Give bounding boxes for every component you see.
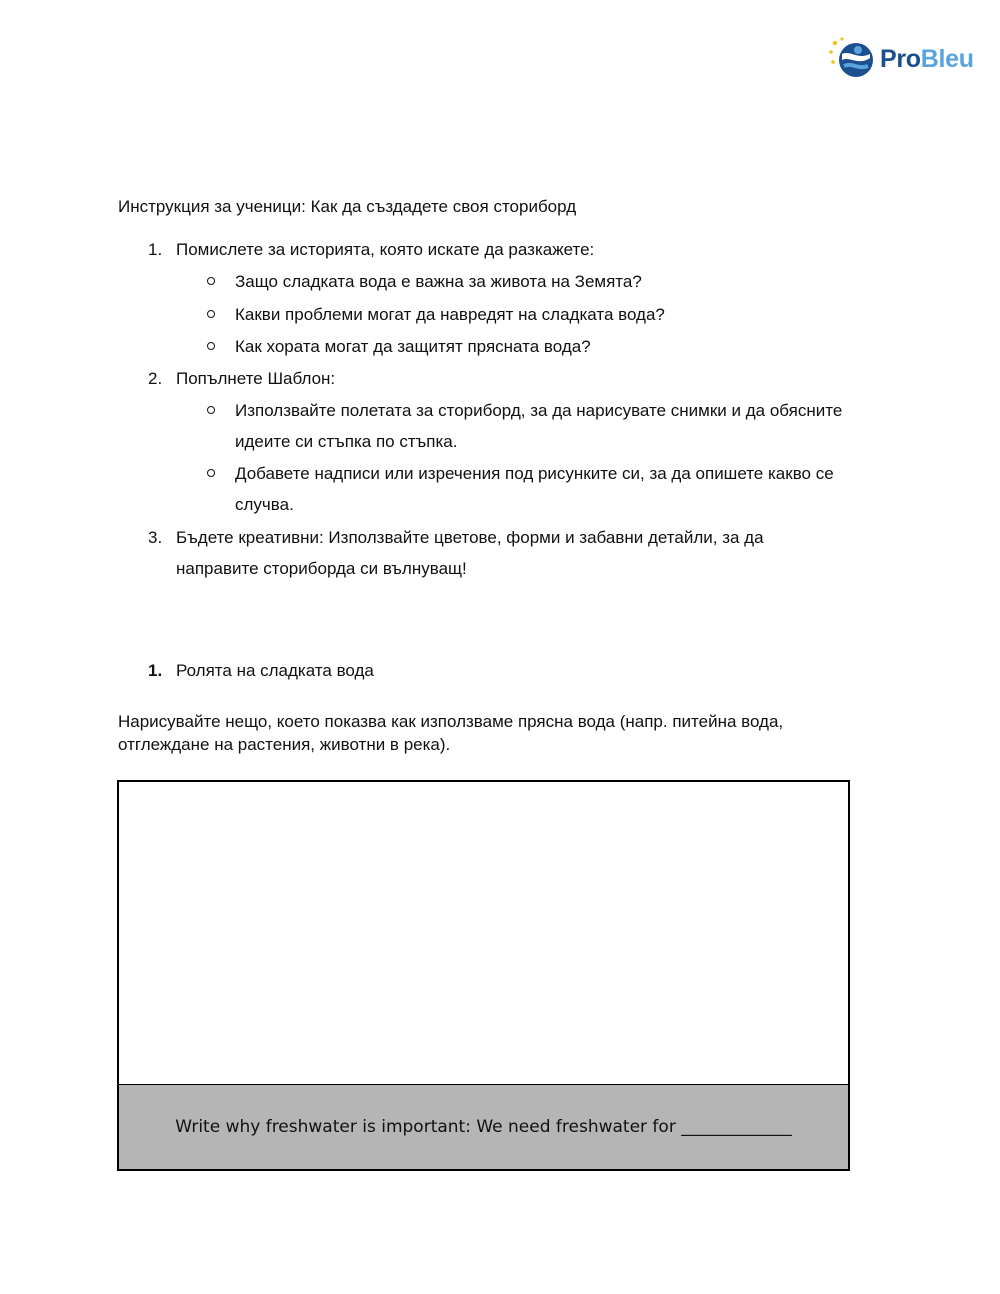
section-number: 1.: [148, 661, 163, 680]
logo-text-pro: Pro: [880, 44, 921, 73]
step-1-number: 1.: [148, 240, 163, 259]
storyboard-caption-bar: [119, 1084, 848, 1169]
bullet-circle-icon: [207, 277, 215, 285]
step-3-line-1: Бъдете креативни: Използвайте цветове, форми и забавни детайли, за да: [176, 528, 764, 547]
logo-star-icon: [840, 37, 843, 40]
step-2-text: Попълнете Шаблон:: [176, 369, 336, 388]
step-2-bullet-1-line-1: Използвайте полетата за сториборд, за да нарисувате снимки и да обясните: [235, 401, 843, 420]
bullet-circle-icon: [207, 469, 215, 477]
step-3-number: 3.: [148, 528, 163, 547]
logo-star-icon: [831, 60, 835, 64]
step-2-bullet-2-line-1: Добавете надписи или изречения под рисунките си, за да опишете какво се: [235, 464, 834, 483]
bullet-circle-icon: [207, 406, 215, 414]
probleu-logo-icon: [828, 36, 876, 82]
step-2-number: 2.: [148, 369, 163, 388]
step-1-text: Помислете за историята, която искате да разкажете:: [176, 240, 595, 259]
document-heading: Инструкция за ученици: Как да създадете своя сториборд: [118, 197, 577, 216]
logo-text-bleu: Bleu: [920, 44, 974, 73]
logo-star-icon: [833, 41, 837, 45]
step-3-line-2: направите сториборда си вълнуващ!: [176, 559, 467, 578]
step-1-bullet-1: Защо сладката вода е важна за живота на Земята?: [235, 272, 642, 291]
bullet-circle-icon: [207, 310, 215, 318]
storyboard-drawing-area[interactable]: [117, 780, 850, 1171]
section-instruction: Нарисувайте нещо, което показва как използваме прясна вода (напр. питейна вода, отглеждане на растения, животни в река).: [118, 712, 784, 754]
section-title: Ролята на сладката вода: [176, 661, 374, 680]
bullet-circle-icon: [207, 342, 215, 350]
logo-star-icon: [829, 50, 833, 54]
probleu-logo: [828, 36, 974, 82]
step-1-bullet-3: Как хората могат да защитят прясната вода?: [235, 337, 591, 356]
probleu-logo-text: [880, 44, 974, 73]
step-2-bullet-2-line-2: случва.: [235, 495, 294, 514]
step-1-bullet-2: Какви проблеми могат да навредят на сладката вода?: [235, 305, 665, 324]
storyboard-caption-text: Write why freshwater is important: We need freshwater for _____________: [175, 1117, 792, 1137]
step-2-bullet-1-line-2: идеите си стъпка по стъпка.: [235, 432, 458, 451]
